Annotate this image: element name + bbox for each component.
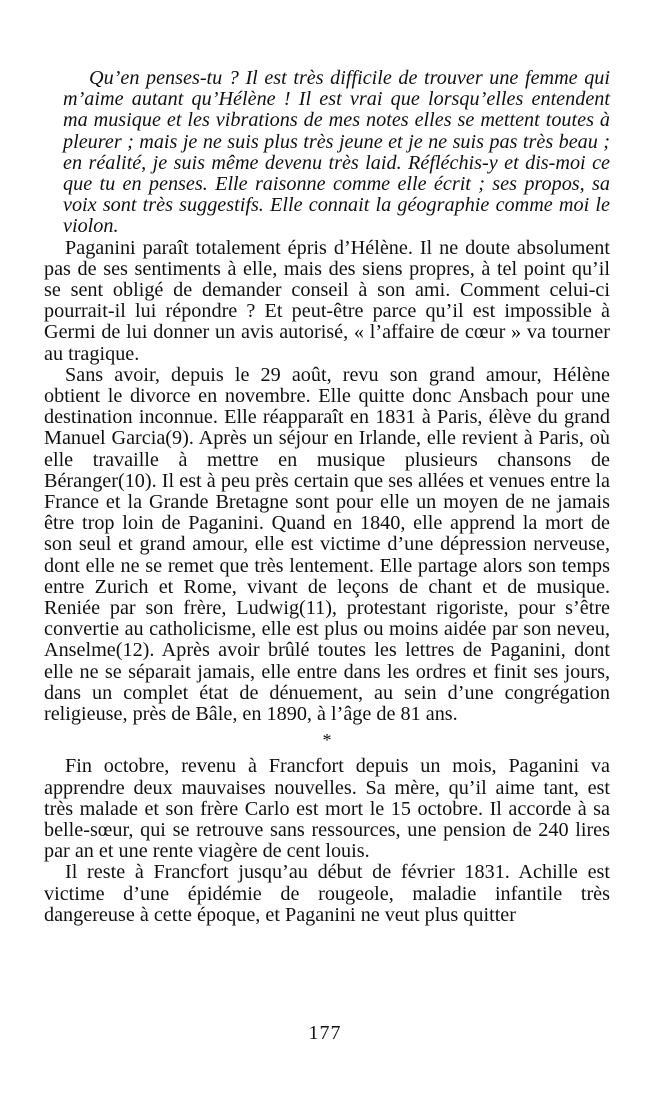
paragraph-francfort: Il reste à Francfort jusqu’au début de février 1831. Achille est victime d’une épidémie de rougeole, maladie infantile très dangereuse à cette époque, et Paganini ne veut plus quitter xyxy=(44,861,610,926)
page-number: 177 xyxy=(308,1022,342,1044)
text-block xyxy=(44,68,610,926)
italic-quote: Qu’en penses-tu ? Il est très difficile de trouver une femme qui m’aime autant qu’Hélène ! Il est vrai que lorsqu’elles entendent ma musique et les vibrations de mes notes elles se mettent toutes à pleurer ; mais je ne suis plus très jeune et je ne suis pas très beau ; en réalité, je suis même devenu très laid. Réfléchis-y et dis-moi ce que tu en penses. Elle raisonne comme elle écrit ; ses propos, sa voix sont très suggestifs. Elle connait la géographie comme moi le violon. xyxy=(63,67,610,238)
paragraph-helene-divorce: Sans avoir, depuis le 29 août, revu son grand amour, Hélène obtient le divorce en novembre. Elle quitte donc Ansbach pour une destination inconnue. Elle réapparaît en 1831 à Paris, élève du grand Manuel Garcia(9). Après un séjour en Irlande, elle revient à Paris, où elle travaille à mettre en musique plusieurs chansons de Béranger(10). Il est à peu près certain que ses allées et venues entre la France et la Grande Bretagne sont pour elle un moyen de ne jamais être trop loin de Paganini. Quand en 1840, elle apprend la mort de son seul et grand amour, elle est victime d’une dépression nerveuse, dont elle ne se remet que très lentement. Elle partage alors son temps entre Zurich et Rome, vivant de leçons de chant et de musique. Reniée par son frère, Ludwig(11), protestant rigoriste, pour s’être convertie au catholicisme, elle est plus ou moins aidée par son neveu, Anselme(12). Après avoir brûlé toutes les lettres de Paganini, dont elle ne se séparait jamais, elle entre dans les ordres et finit ses jours, dans un complet état de dénuement, au sein d’une congrégation religieuse, près de Bâle, en 1890, à l’âge de 81 ans. xyxy=(44,363,610,726)
section-separator: * xyxy=(322,730,332,751)
paragraph-fin-octobre: Fin octobre, revenu à Francfort depuis un mois, Paganini va apprendre deux mauvaises nouvelles. Sa mère, qu’il aime tant, est très malade et son frère Carlo est mort le 15 octobre. Il accorde à sa belle-sœur, qui se retrouve sans ressources, une pension de 240 lires par an et une rente viagère de cent louis. xyxy=(44,755,610,863)
paragraph-paganini-epris: Paganini paraît totalement épris d’Hélène. Il ne doute absolument pas de ses sentiments à elle, mais des siens propres, à tel point qu’il se sent obligé de demander conseil à son ami. Comment celui-ci pourrait-il lui répondre ? Et peut-être parce qu’il est impossible à Germi de lui donner un avis autorisé, « l’affaire de cœur » va tourner au tragique. xyxy=(44,236,610,365)
